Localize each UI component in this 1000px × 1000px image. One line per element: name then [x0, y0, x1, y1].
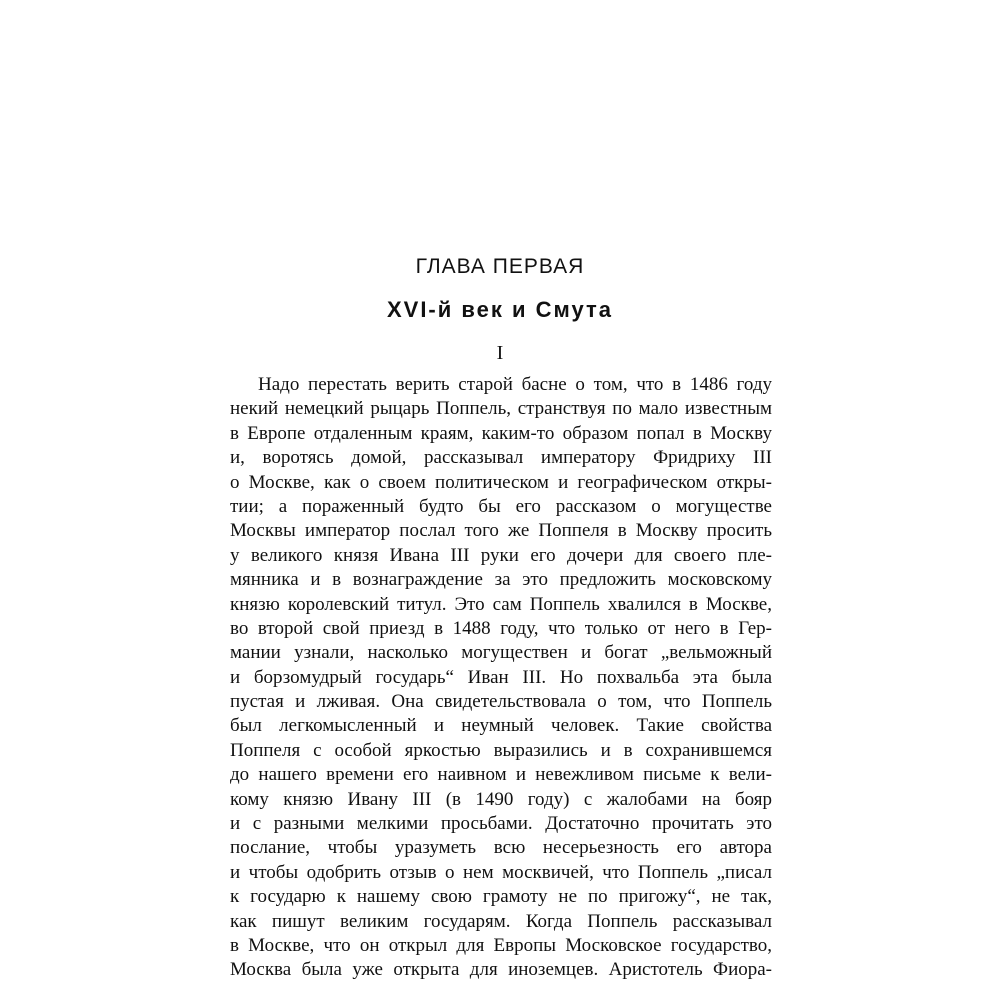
- text-line: мании узнали, насколько могуществен и богат „вельможный: [230, 642, 772, 664]
- text-line: и с разными мелкими просьбами. Достаточно прочитать это: [230, 813, 772, 835]
- text-line: о Москве, как о своем политическом и географическом откры-: [230, 471, 772, 493]
- text-line: Москвы император послал того же Поппеля в Москву просить: [230, 520, 772, 542]
- chapter-title: XVI-й век и Смута: [386, 297, 614, 322]
- text-line: к государю к нашему свою грамоту не по пригожу“, не так,: [230, 886, 772, 908]
- text-line: князю королевский титул. Это сам Поппель хвалился в Москве,: [230, 593, 772, 615]
- text-line: Поппеля с особой яркостью выразились и в сохранившемся: [230, 739, 772, 761]
- text-line: послание, чтобы уразуметь всю несерьезность его автора: [230, 837, 772, 859]
- text-line: до нашего времени его наивном и невежливом письме к вели-: [230, 764, 772, 786]
- text-line: Надо перестать верить старой басне о том, что в 1486 году: [258, 374, 772, 395]
- text-line: как пишут великим государям. Когда Поппель рассказывал: [230, 910, 772, 932]
- body-paragraph: [230, 373, 772, 983]
- text-line: в Москве, что он открыл для Европы Московское государство,: [230, 934, 772, 956]
- text-line: мянника и в вознаграждение за это предложить московскому: [230, 569, 772, 591]
- text-line: тии; а пораженный будто бы его рассказом о могуществе: [230, 495, 772, 517]
- text-line: во второй свой приезд в 1488 году, что только от него в Гер-: [230, 617, 772, 639]
- text-line: пустая и лживая. Она свидетельствовала о том, что Поппель: [230, 691, 772, 713]
- chapter-label: ГЛАВА ПЕРВАЯ: [415, 255, 585, 278]
- section-numeral: I: [496, 342, 504, 364]
- text-line: был легкомысленный и неумный человек. Такие свойства: [230, 715, 772, 737]
- text-line: и чтобы одобрить отзыв о нем москвичей, что Поппель „писал: [230, 861, 772, 883]
- text-line: некий немецкий рыцарь Поппель, странствуя по мало известным: [230, 398, 772, 420]
- text-line: кому князю Ивану III (в 1490 году) с жалобами на бояр: [230, 788, 772, 810]
- text-line: и, воротясь домой, рассказывал императору Фридриху III: [230, 447, 772, 469]
- text-line: у великого князя Ивана III руки его дочери для своего пле-: [230, 544, 772, 566]
- text-line: Москва была уже открыта для иноземцев. Аристотель Фиора-: [230, 959, 772, 981]
- text-line: в Европе отдаленным краям, каким-то образом попал в Москву: [230, 422, 772, 444]
- text-line: и борзомудрый государь“ Иван III. Но похвальба эта была: [230, 666, 772, 688]
